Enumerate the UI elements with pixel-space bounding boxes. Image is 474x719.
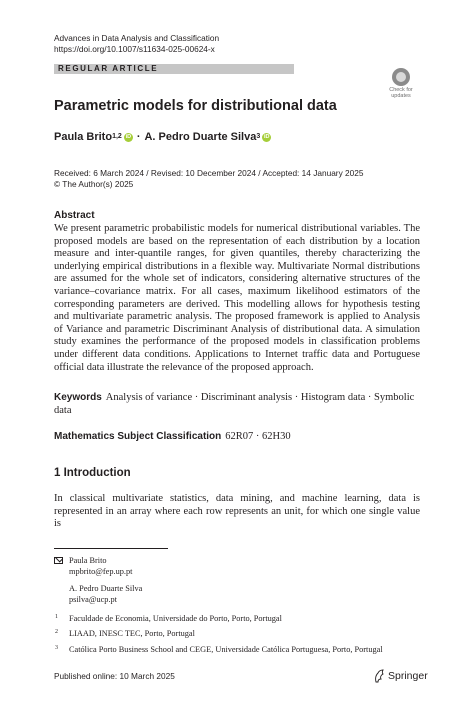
journal-header [54, 33, 219, 55]
section-heading: 1 Introduction [54, 467, 131, 479]
contact-email[interactable]: mpbrito@fep.up.pt [69, 567, 133, 576]
journal-name: Advances in Data Analysis and Classification [54, 33, 220, 43]
author-name[interactable]: A. Pedro Duarte Silva [144, 131, 257, 143]
contact-name: Paula Brito [69, 556, 107, 565]
msc-codes: 62R07 · 62H30 [225, 431, 291, 442]
msc-section [54, 431, 420, 444]
article-dates [54, 168, 363, 190]
publisher-name: Springer [388, 670, 428, 682]
copyright: © The Author(s) 2025 [54, 179, 134, 189]
envelope-icon [54, 557, 63, 564]
affiliation-number: 1 [55, 614, 58, 620]
contact-name: A. Pedro Duarte Silva [69, 584, 143, 593]
springer-horse-icon [373, 669, 385, 683]
abstract-text: We present parametric probabilistic models for numerical distributional variables. The proposed models are based on the representation of each distribution by a location measure and inter-quantile ranges, for given quantiles, thereby characterizing the underlying empirical distributions in a flexible way. Multivariate Normal distributions are assumed for the whole set of indicators, considering alternative structures of the variance–covariance matrix. For all cases, maximum likelihood estimators of the corresponding parameters are derived. This modelling allows for hypothesis testing and multivariate parametric analysis. The proposed framework is applied to Analysis of Variance and parametric Discriminant Analysis of distributional data. A simulation study examines the performance of the proposed models in classification problems under different data conditions. Applications to Internet traffic data and Portuguese official data illustrate the relevance of the proposed approach. [54, 223, 420, 373]
check-updates-label-1: Check for [389, 87, 413, 93]
article-type: REGULAR ARTICLE [58, 64, 159, 73]
affiliation-number: 3 [55, 645, 58, 651]
author-name[interactable]: Paula Brito [54, 131, 113, 143]
keywords-heading: Keywords [54, 392, 102, 403]
msc-heading: Mathematics Subject Classification [54, 431, 222, 442]
affiliation-text: Faculdade de Economia, Universidade do Porto, Porto, Portugal [69, 614, 282, 623]
abstract-heading: Abstract [54, 210, 95, 221]
affiliation-number: 2 [55, 629, 58, 635]
orcid-icon[interactable]: iD [125, 133, 132, 140]
affiliation-text: Católica Porto Business School and CEGE, Universidade Católica Portuguesa, Porto, Portugal [69, 645, 383, 654]
orcid-icon[interactable]: iD [264, 133, 270, 140]
paper-title: Parametric models for distributional data [54, 98, 337, 114]
affiliation-text: LIAAD, INESC TEC, Porto, Portugal [69, 629, 195, 638]
intro-text: In classical multivariate statistics, data mining, and machine learning, data is represented in an array where each row represents an unit, for which one single value is [54, 493, 420, 530]
published-online-date: Published online: 10 March 2025 [54, 671, 175, 681]
footnote-rule [54, 548, 168, 549]
check-updates-label-2: updates [391, 93, 411, 99]
contact-block [69, 555, 142, 605]
check-updates-icon [392, 68, 410, 86]
check-for-updates-badge[interactable] [383, 68, 419, 102]
keywords-text: Analysis of variance · Discriminant analysis · Histogram data · Symbolic data [54, 392, 415, 416]
author-separator: · [136, 131, 141, 143]
keywords-section [54, 392, 420, 417]
doi-link[interactable]: https://doi.org/10.1007/s11634-025-00624-x [54, 44, 215, 54]
publisher-logo[interactable] [373, 669, 428, 683]
author-list: Paula Brito 1,2 iD · A. Pedro Duarte Silva 3 iD [54, 131, 270, 143]
history-dates: Received: 6 March 2024 / Revised: 10 December 2024 / Accepted: 14 January 2025 [54, 168, 364, 178]
contact-email[interactable]: psilva@ucp.pt [69, 595, 117, 604]
